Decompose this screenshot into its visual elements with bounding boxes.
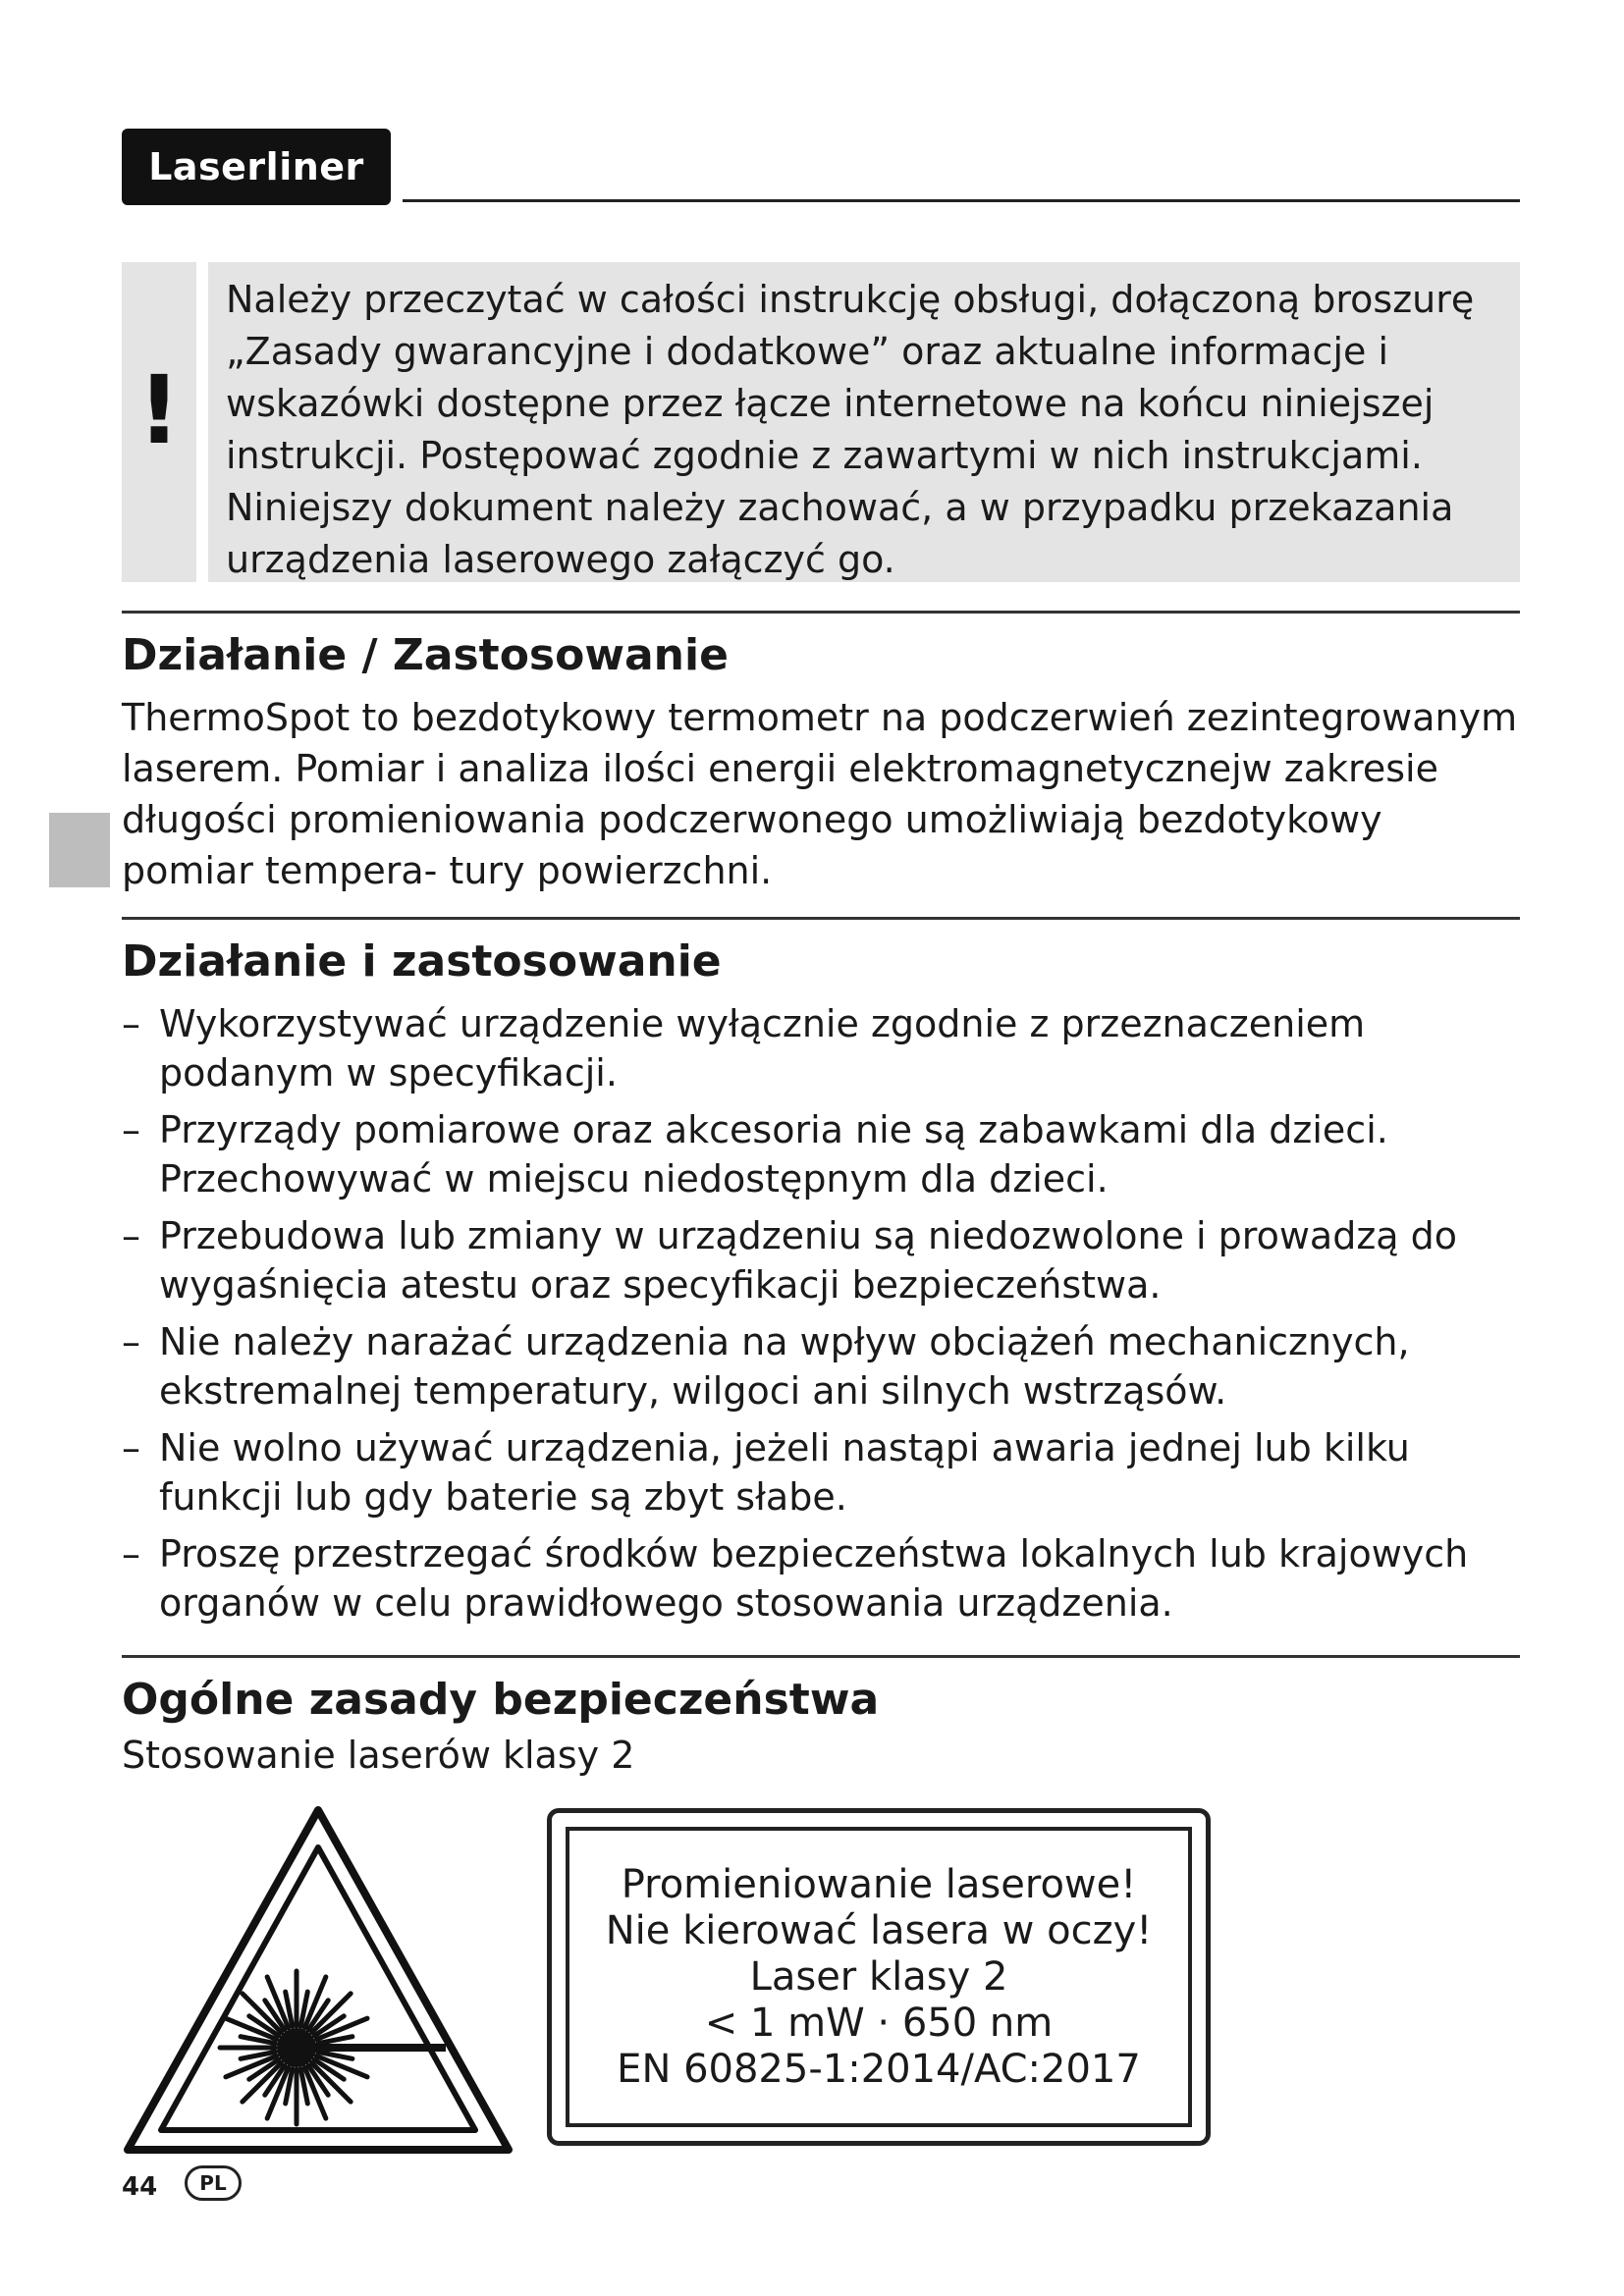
- brand-logo: Laserliner: [122, 129, 391, 205]
- label-line: Nie kierować lasera w oczy!: [605, 1907, 1153, 1953]
- list-item: – Nie należy narażać urządzenia na wpływ obciążeń mechanicznych, ekstremalnej temperatury, wilgoci ani silnych wstrząsów.: [122, 1317, 1526, 1415]
- label-line: Promieniowanie laserowe!: [621, 1861, 1137, 1907]
- list-item: – Proszę przestrzegać środków bezpieczeństwa lokalnych lub krajowych organów w celu prawidłowego stosowania urządzenia.: [122, 1529, 1526, 1628]
- list-item: – Wykorzystywać urządzenie wyłącznie zgodnie z przeznaczeniem podanym w specyfikacji.: [122, 999, 1526, 1097]
- section-divider: [122, 917, 1520, 920]
- page-number: 44: [122, 2172, 158, 2202]
- label-line: < 1 mW · 650 nm: [704, 2000, 1054, 2046]
- laser-class-label: [547, 1808, 1211, 2146]
- section-title-function: Działanie / Zastosowanie: [122, 630, 729, 680]
- section-body-function: ThermoSpot to bezdotykowy termometr na podczerwień zezintegrowanym laserem. Pomiar i analiza ilości energii elektromagnetycznejw zakresie długości promieniowania podczerwonego umożliwiają bezdotykowy pomiar tempera- tury powierzchni.: [122, 696, 1518, 892]
- header-divider: [403, 199, 1520, 202]
- notice-box: [208, 262, 1520, 582]
- safety-subtitle: Stosowanie laserów klasy 2: [122, 1734, 635, 1777]
- laser-warning-triangle-icon: [122, 1804, 514, 2158]
- chapter-tab-marker: [49, 813, 110, 887]
- section-title-usage: Działanie i zastosowanie: [122, 936, 722, 987]
- notice-text: Należy przeczytać w całości instrukcję obsługi, dołączoną broszurę „Zasady gwarancyjne i dodatkowe” oraz aktualne informacje i wskazówki dostępne przez łącze internetowe na końcu niniejszej instrukcji. Postępować zgodnie z zawartymi w nich instrukcjami. Niniejszy dokument należy zachować, a w przypadku przekazania urządzenia laserowego załączyć go.: [226, 278, 1475, 581]
- label-line: Laser klasy 2: [749, 1953, 1008, 2000]
- list-item: – Nie wolno używać urządzenia, jeżeli nastąpi awaria jednej lub kilku funkcji lub gdy baterie są zbyt słabe.: [122, 1423, 1526, 1522]
- language-badge: PL: [185, 2165, 242, 2201]
- list-item: – Przyrządy pomiarowe oraz akcesoria nie są zabawkami dla dzieci. Przechowywać w miejscu niedostępnym dla dzieci.: [122, 1105, 1526, 1203]
- list-item: – Przebudowa lub zmiany w urządzeniu są niedozwolone i prowadzą do wygaśnięcia atestu oraz specyfikacji bezpieczeństwa.: [122, 1211, 1526, 1309]
- usage-list: [122, 999, 1526, 1635]
- exclamation-icon: !: [137, 355, 181, 465]
- section-divider: [122, 1655, 1520, 1658]
- label-line: EN 60825-1:2014/AC:2017: [617, 2046, 1141, 2092]
- section-title-safety: Ogólne zasady bezpieczeństwa: [122, 1675, 880, 1725]
- section-divider: [122, 611, 1520, 614]
